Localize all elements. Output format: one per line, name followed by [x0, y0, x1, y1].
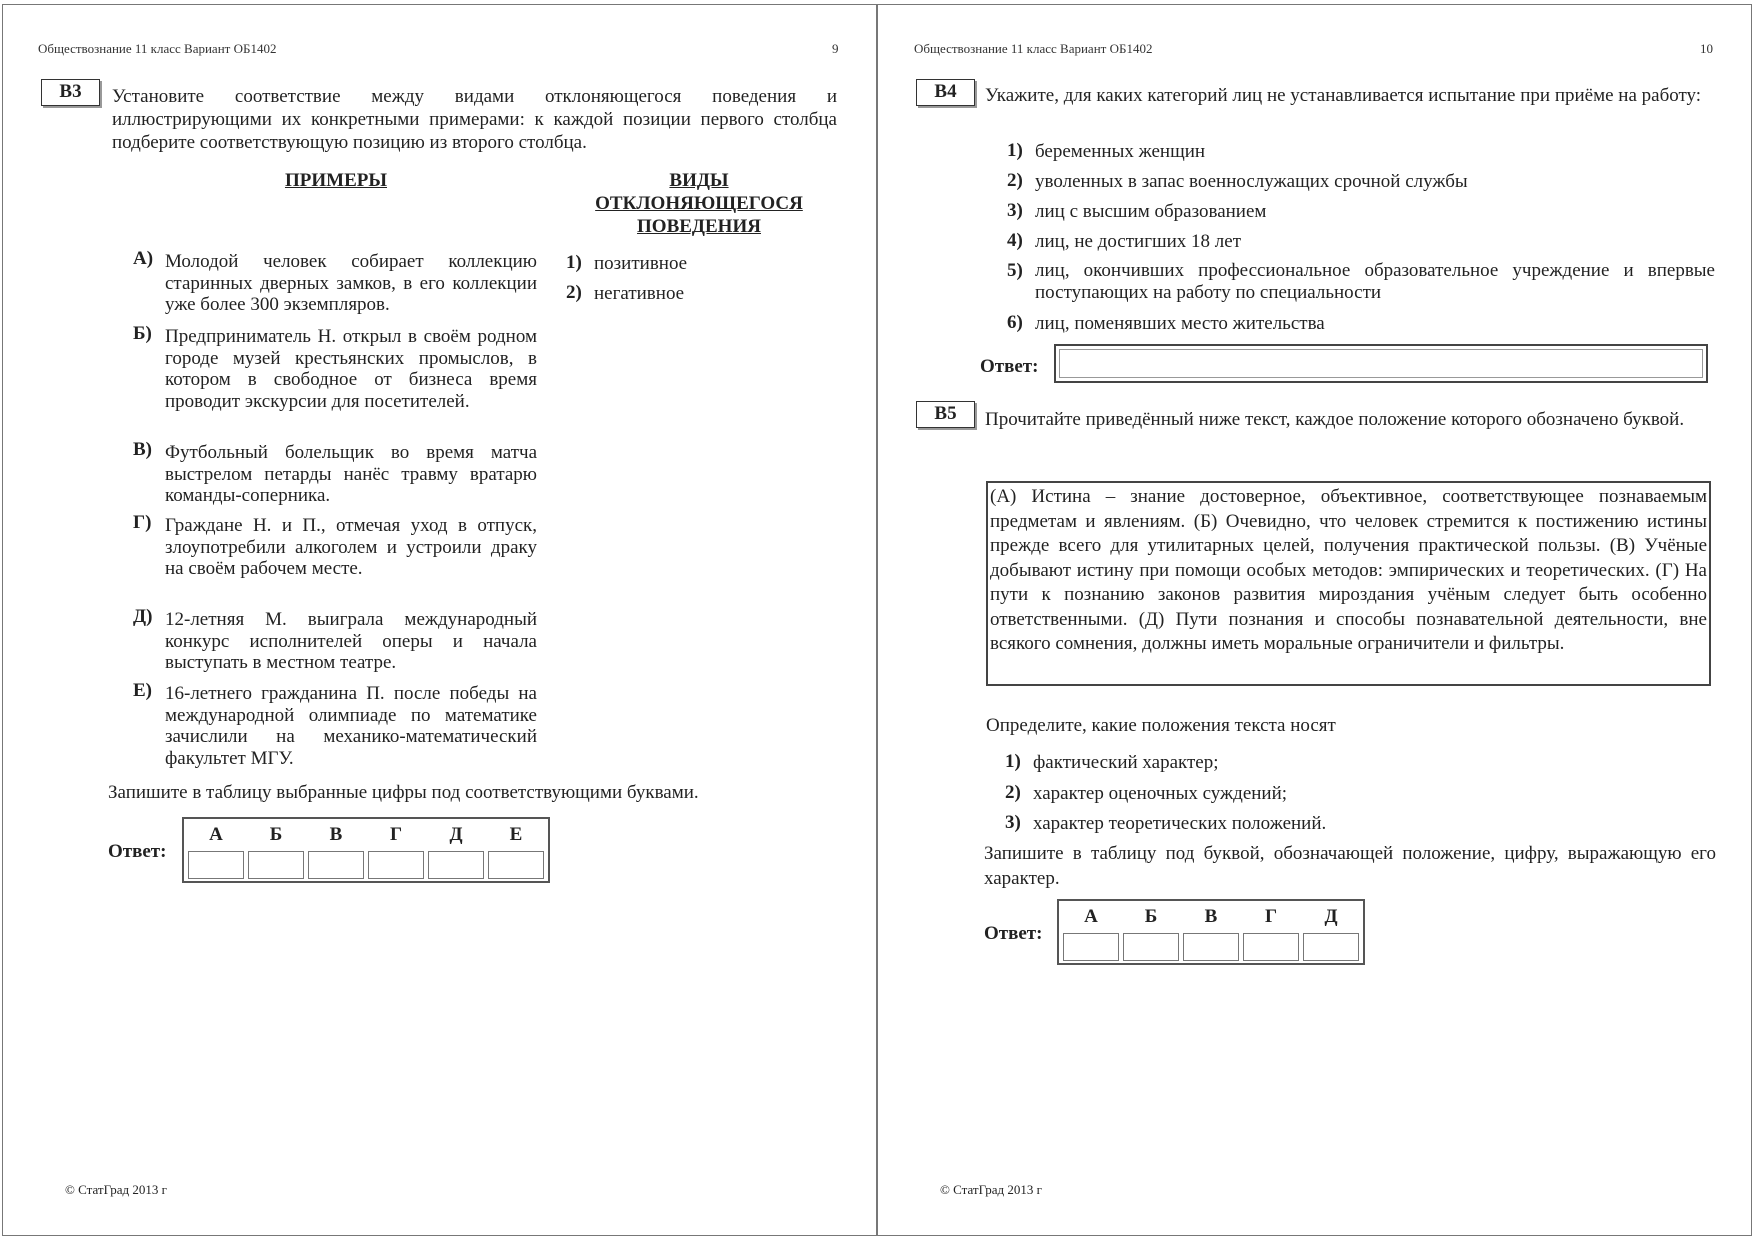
type-number: 2) [566, 282, 582, 303]
option-text: характер теоретических положений. [1033, 813, 1327, 834]
answer-column-header: Д [1324, 906, 1338, 927]
example-text: 12-летняя М. выиграла международный конкурс исполнителей оперы и начала выступать в местном театре. [165, 609, 537, 673]
example-label: Е) [133, 680, 152, 701]
example-label: Д) [133, 606, 153, 627]
page-number: 10 [1700, 41, 1713, 56]
example-label: Г) [133, 512, 152, 533]
option-number: 4) [1007, 230, 1023, 251]
task-text-b5: Прочитайте приведённый ниже текст, каждое положение которого обозначено буквой. [985, 409, 1685, 430]
option-number: 6) [1007, 312, 1023, 333]
answer-column-header: Д [449, 824, 463, 845]
task-text-b3: Установите соответствие между видами отклоняющегося поведения и иллюстрирующими их конкретными примерами: к каждой позиции первого столбца подберите соответствующую позицию из второго столбца. [112, 86, 837, 153]
answer-field-b4[interactable] [1054, 344, 1708, 383]
instruction-b5: Запишите в таблицу под буквой, обозначающей положение, цифру, выражающую его характер. [984, 843, 1716, 889]
answer-label: Ответ: [984, 923, 1043, 944]
option-text: беременных женщин [1035, 141, 1206, 162]
option-number: 2) [1005, 782, 1021, 803]
page-right [877, 4, 1752, 1236]
page-number: 9 [832, 41, 839, 56]
example-label: А) [133, 248, 154, 269]
example-text: Предприниматель Н. открыл в своём родном городе музей крестьянских промыслов, в котором в свободное от бизнеса время проводит экскурсии для посетителей. [165, 326, 537, 412]
option-number: 5) [1007, 260, 1023, 281]
page-header: Обществознание 11 класс Вариант ОБ1402 [38, 41, 277, 56]
option-text: лиц, окончивших профессиональное образовательное учреждение и впервые поступающих на работу по специальности [1035, 260, 1715, 303]
footer: © СтатГрад 2013 г [940, 1182, 1042, 1197]
answer-table-b5 [1057, 899, 1365, 965]
answer-column-header: В [1204, 906, 1218, 927]
task-id-b4: B4 [916, 79, 975, 106]
task-id-b3: B3 [41, 79, 100, 106]
option-text: лиц с высшим образованием [1035, 201, 1267, 222]
option-text: лиц, не достигших 18 лет [1035, 231, 1242, 252]
example-text: 16-летнего гражданина П. после победы на международной олимпиаде по математике зачислили на механико-математический факультет МГУ. [165, 683, 537, 769]
answer-cell[interactable] [248, 851, 304, 879]
example-text: Футбольный болельщик во время матча выстрелом петарды нанёс травму вратарю команды-соперника. [165, 442, 537, 506]
type-text: позитивное [594, 253, 688, 274]
example-label: В) [133, 439, 152, 460]
answer-column-header: Г [389, 824, 403, 845]
option-number: 2) [1007, 170, 1023, 191]
answer-cell[interactable] [1063, 933, 1119, 961]
answer-cell[interactable] [368, 851, 424, 879]
option-text: характер оценочных суждений; [1033, 783, 1288, 804]
type-text: негативное [594, 283, 685, 304]
answer-cell[interactable] [1243, 933, 1299, 961]
page-header: Обществознание 11 класс Вариант ОБ1402 [914, 41, 1153, 56]
task-text-b4: Укажите, для каких категорий лиц не устанавливается испытание при приёме на работу: [985, 85, 1702, 106]
answer-cell[interactable] [1123, 933, 1179, 961]
type-number: 1) [566, 252, 582, 273]
example-label: Б) [133, 323, 152, 344]
option-text: фактический характер; [1033, 752, 1219, 773]
option-number: 3) [1007, 200, 1023, 221]
answer-column-header: Г [1264, 906, 1278, 927]
option-text: уволенных в запас военнослужащих срочной службы [1035, 171, 1468, 192]
answer-column-header: А [209, 824, 223, 845]
example-text: Молодой человек собирает коллекцию старинных дверных замков, в его коллекции уже более 300 экземпляров. [165, 251, 537, 315]
option-text: лиц, поменявших место жительства [1035, 313, 1325, 334]
answer-label: Ответ: [980, 356, 1039, 377]
answer-column-header: А [1084, 906, 1098, 927]
example-text: Граждане Н. и П., отмечая уход в отпуск, злоупотребили алкоголем и устроили драку на своём рабочем месте. [165, 515, 537, 579]
option-number: 3) [1005, 812, 1021, 833]
answer-column-header: Е [509, 824, 523, 845]
answer-cell[interactable] [488, 851, 544, 879]
answer-cell[interactable] [1183, 933, 1239, 961]
column-title-examples: ПРИМЕРЫ [284, 170, 388, 191]
task-id-b5: B5 [916, 401, 975, 428]
answer-cell[interactable] [1303, 933, 1359, 961]
answer-column-header: Б [1144, 906, 1158, 927]
answer-column-header: В [329, 824, 343, 845]
answer-cell[interactable] [428, 851, 484, 879]
question-b5: Определите, какие положения текста носят [986, 715, 1336, 736]
answer-label: Ответ: [108, 841, 167, 862]
answer-cell[interactable] [308, 851, 364, 879]
answer-column-header: Б [269, 824, 283, 845]
instruction-b3: Запишите в таблицу выбранные цифры под соответствующими буквами. [108, 782, 699, 803]
footer: © СтатГрад 2013 г [65, 1182, 167, 1197]
page-left [2, 4, 877, 1236]
answer-cell[interactable] [188, 851, 244, 879]
option-number: 1) [1005, 751, 1021, 772]
option-number: 1) [1007, 140, 1023, 161]
passage-box: (А) Истина – знание достоверное, объективное, соответствующее познаваемым предметам и явлениям. (Б) Очевидно, что человек стремится к постижению истины прежде всего для утилитарных целей, получения практической пользы. (В) Учёные добывают истину при помощи особых методов: эмпирических и теоретических. (Г) На пути к познанию законов развития мироздания учёным следует быть особенно ответственными. (Д) Пути познания и способы познавательной деятельности, вне всякого сомнения, должны иметь моральные ограничители и фильтры. [986, 481, 1711, 686]
answer-table-b3 [182, 817, 550, 883]
column-title-types: ВИДЫ ОТКЛОНЯЮЩЕГОСЯ ПОВЕДЕНИЯ [595, 170, 803, 237]
